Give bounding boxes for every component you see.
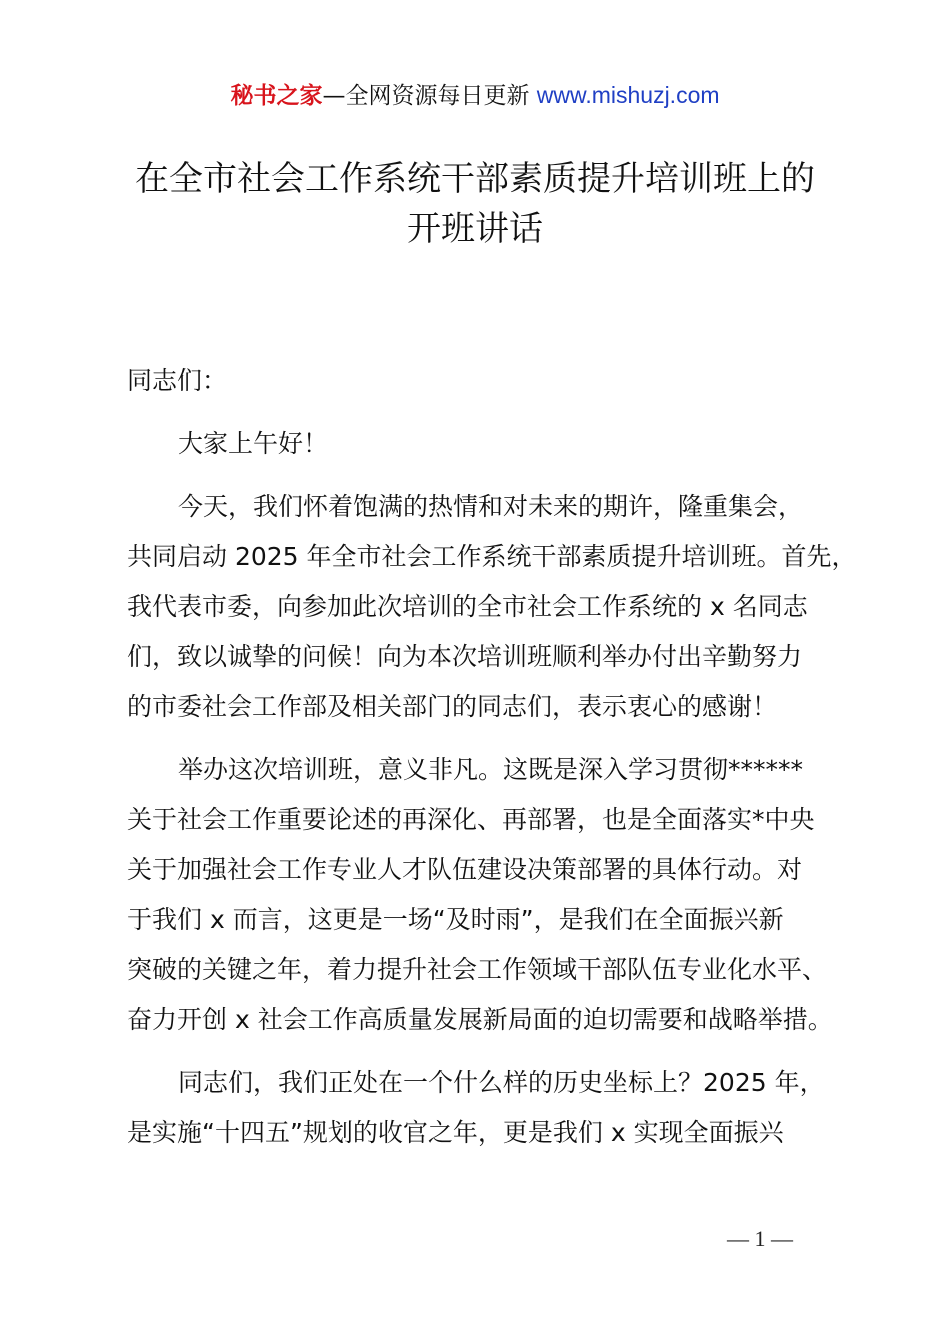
site-header <box>0 78 950 113</box>
paragraph-line: 突破的关键之年，着力提升社会工作领域干部队伍专业化水平、 <box>127 955 828 984</box>
paragraph-line: 的市委社会工作部及相关部门的同志们，表示衷心的感谢！ <box>127 692 778 721</box>
paragraph-line: 举办这次培训班，意义非凡。这既是深入学习贯彻****** <box>178 755 804 784</box>
paragraph-line: 同志们，我们正处在一个什么样的历史坐标上？2025 年， <box>178 1068 825 1097</box>
paragraph-line: 关于加强社会工作专业人才队伍建设决策部署的具体行动。对 <box>127 855 803 884</box>
paragraph-line: 共同启动 2025 年全市社会工作系统干部素质提升培训班。首先， <box>127 542 857 571</box>
site-brand: 秘书之家 <box>230 83 323 109</box>
title-line: 在全市社会工作系统干部素质提升培训班上的 <box>135 159 815 199</box>
paragraph <box>127 482 857 732</box>
paragraph-line: 今天，我们怀着饱满的热情和对未来的期许，隆重集会， <box>178 492 804 521</box>
paragraph-line: 是实施“十四五”规划的收官之年，更是我们 x 实现全面振兴 <box>127 1118 784 1147</box>
paragraph-line: 大家上午好！ <box>178 429 329 458</box>
title-line: 开班讲话 <box>407 209 543 249</box>
site-tagline: —全网资源每日更新 <box>322 83 530 109</box>
document-title <box>100 154 850 254</box>
paragraph-line: 于我们 x 而言，这更是一场“及时雨”，是我们在全面振兴新 <box>127 905 784 934</box>
paragraph-line: 我代表市委，向参加此次培训的全市社会工作系统的 x 名同志 <box>127 592 808 621</box>
document-body <box>127 356 857 1171</box>
paragraph <box>127 745 857 1045</box>
paragraph-line: 们，致以诚挚的问候！向为本次培训班顺利举办付出辛勤努力 <box>127 642 803 671</box>
paragraph <box>127 419 857 469</box>
paragraph-line: 奋力开创 x 社会工作高质量发展新局面的迫切需要和战略举措。 <box>127 1005 833 1034</box>
site-url[interactable]: www.mishuzj.com <box>536 82 720 108</box>
salutation: 同志们： <box>127 366 228 395</box>
paragraph <box>127 1058 857 1158</box>
page-number: — 1 — <box>727 1226 793 1251</box>
paragraph-line: 关于社会工作重要论述的再深化、再部署，也是全面落实*中央 <box>127 805 815 834</box>
